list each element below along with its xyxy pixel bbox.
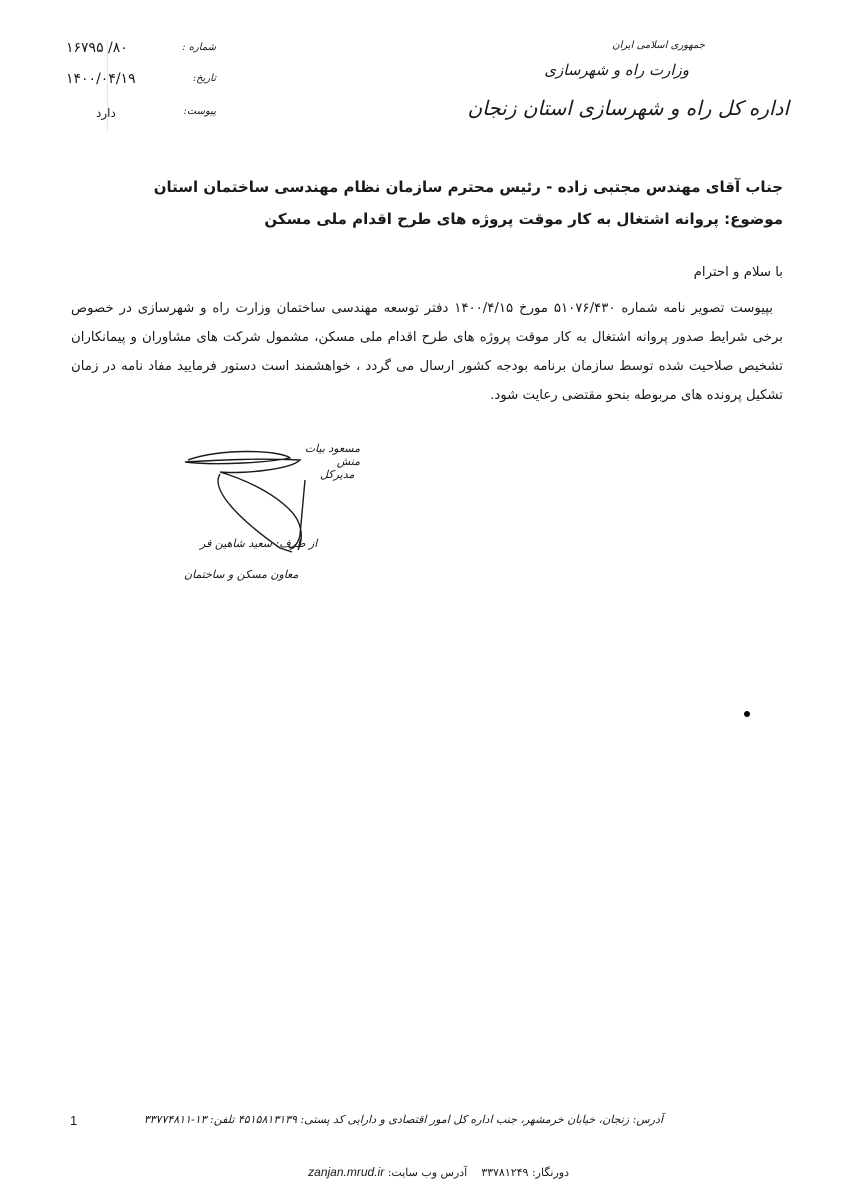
letter-date-label: تاریخ: [192,73,216,84]
subject-line: موضوع: پروانه اشتغال به کار موقت پروژه های طرح اقدام ملی مسکن [264,210,783,228]
attachment-label: پیوست: [183,106,216,117]
letter-body: بپیوست تصویر نامه شماره ۵۱۰۷۶/۴۳۰ مورخ ۱۴۰۰/۴/۱۵ دفتر توسعه مهندسی ساختمان وزارت راه و شهرسازی در خصوص برخی شرایط صدور پروانه اشتغال به کار موقت پروژه های طرح اقدام ملی مسکن، مشمول شرکت های مشاوران و پیمانکاران تشخیص صلاحیت شده توسط سازمان برنامه بودجه کشور ارسال می گردد ، خواهشمند است دستور فرمایید مفاد نامه در زمان تشکیل پرونده های مربوطه بنحو مقتضی رعایت شود. [71,301,783,403]
addressee-line: جناب آقای مهندس مجتبی زاده - رئیس محترم سازمان نظام مهندسی ساختمان استان [153,178,783,196]
letter-number-label: شماره : [182,42,216,53]
bullet-dot [744,711,750,717]
footer-contact [308,1165,569,1179]
signer-name: مسعود بیات منش [304,442,360,468]
signature-block [180,440,360,604]
attachment-row [66,104,216,126]
footer-fax: دورنگار: ۳۳۷۸۱۲۴۹ [481,1166,569,1179]
footer-web-url[interactable]: zanjan.mrud.ir [308,1165,385,1179]
signer-title: مدیرکل [320,468,355,481]
attachment-value: دارد [96,106,116,120]
greeting: با سلام و احترام [693,265,783,280]
page-number: 1 [70,1113,78,1128]
ministry-name: وزارت راه و شهرسازی [544,61,689,79]
letter-number-row [66,40,216,62]
footer-address: آدرس: زنجان، خیابان خرمشهر، جنب اداره کل امور اقتصادی و دارایی کد پستی: ۴۵۱۵۸۱۳۱۳۹ تلفن: ۱۳-۳۳۷۷۴۸۱۱ [143,1113,663,1126]
footer-web-label: آدرس وب سایت: [387,1166,468,1179]
country-name: جمهوری اسلامی ایران [612,40,705,51]
on-behalf-title: معاون مسکن و ساختمان [184,568,299,581]
on-behalf-of: از طرف: سعید شاهین فر [200,537,318,550]
department-name: اداره کل راه و شهرسازی استان زنجان [467,96,789,120]
letter-date-row [66,71,216,93]
letter-date-value: ۱۴۰۰/۰۴/۱۹ [66,71,136,87]
letter-number-value: ۸۰/ ۱۶۷۹۵ [66,40,128,56]
